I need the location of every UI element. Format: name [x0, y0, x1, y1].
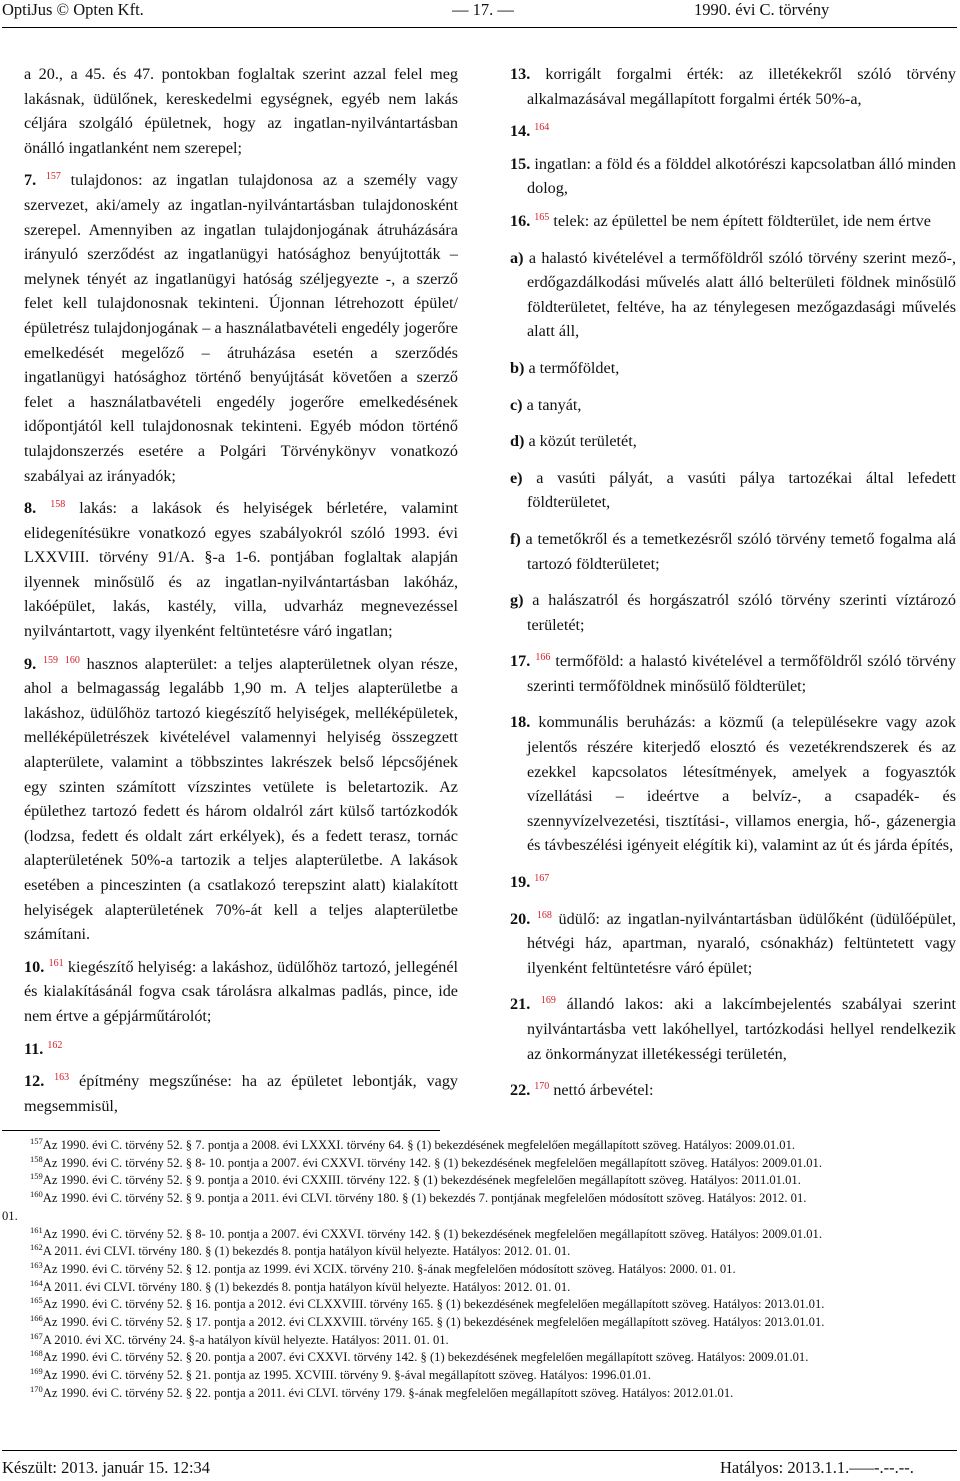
header-rule — [2, 27, 957, 28]
footnote-ref[interactable]: 170 — [534, 1081, 550, 1093]
footnote-ref[interactable]: 168 — [536, 909, 552, 921]
footnote-162: $^{162}$A 2011. évi CLVI. törvény 180. § (1) bekezdés 8. pontja hatályon kívül helyezte. Hatályos: 2012. 01. 01. — [30, 1242, 571, 1259]
footnote-ref[interactable]: 163 — [54, 1072, 70, 1084]
footnote-159: $^{159}$Az 1990. évi C. törvény 52. § 9. pontja a 2010. évi CXXIII. törvény 122. § (1) bekezdésének megfelelően megállapított szöveg. Hatályos: 2011.01.01. — [30, 1171, 801, 1188]
footnote-167: $^{167}$A 2010. évi XC. törvény 24. §-a hatályon kívül helyezte. Hatályos: 2011. 01. 01. — [30, 1330, 449, 1347]
footer-effective: Hatályos: 2013.1.1.–––-.--.--. — [720, 1458, 914, 1477]
footnote-ref[interactable]: 162 — [47, 1039, 63, 1051]
right-column — [510, 62, 956, 1103]
footnote-ref[interactable]: 157 — [45, 171, 61, 183]
header-law-title: 1990. évi C. törvény — [694, 0, 830, 19]
footnote-161: $^{161}$Az 1990. évi C. törvény 52. § 8- 10. pontja a 2007. évi CXXVI. törvény 142. § (1) bekezdésének megfelelően megállapított szöveg. Hatályos: 2009.01.01. — [30, 1224, 822, 1241]
definition-item-17: 17. $^{166}$ termőföld: a halastó kivételével a termőföldről szóló törvény szerinti termőföldnek minősülő földterület; — [510, 652, 957, 695]
footnote-160: $^{160}$Az 1990. évi C. törvény 52. § 9. pontja a 2011. évi CLVI. törvény 180. § (1) bekezdés 7. pontjának megfelelően módosított szöveg. Hatályos: 2012. 01. — [30, 1189, 807, 1206]
subitem-a: a) a halastó kivételével a termőföldről szóló törvény szerint mező-, erdőgazdálkodási művelés alatt álló belterületi földnek minősülő földterületet, feltéve, ha az ténylegesen mezőgazdasági művelés alatt áll, — [510, 248, 956, 341]
footnote-157: $^{157}$Az 1990. évi C. törvény 52. § 7. pontja a 2008. évi LXXXI. törvény 64. § (1) bekezdésének megfelelően megállapított szöveg. Hatályos: 2009.01.01. — [30, 1136, 796, 1152]
footnote-ref[interactable]: 164 — [534, 122, 550, 134]
page-header — [0, 0, 960, 28]
footnote-158: $^{158}$Az 1990. évi C. törvény 52. § 8- 10. pontja a 2007. évi CXXVI. törvény 142. § (1) bekezdésének megfelelően megállapított szöveg. Hatályos: 2009.01.01. — [30, 1153, 822, 1170]
footnote-rule — [2, 1130, 440, 1131]
footnote-169: $^{169}$Az 1990. évi C. törvény 52. § 21. pontja az 1995. XCVIII. törvény 9. §-ával megállapított szöveg. Hatályos: 1996.01.01. — [30, 1366, 651, 1383]
footnote-ref[interactable]: 167 — [534, 873, 550, 885]
definition-item-13: 13. korrigált forgalmi érték: az illetékekről szóló törvény alkalmazásával megállapított forgalmi érték 50%-a, — [510, 65, 956, 108]
definition-item-9: 9. $^{159}$ $^{160}$ hasznos alapterület: a teljes alapterületnek olyan része, ahol a belmagasság legalább 1,90 m. A teljes alapterületbe a lakáshoz, üdülőhöz tartozó kiegészítő helyiségek, melléképületek, melléképületrészek kivételével valamennyi helyiség összegzett alapterülete, valamint a többszintes lakrészek belső lépcsőjének egy szinten számított vízszintes vetülete is beletartozik. Az épülethez tartozó fedett és három oldalról zárt külső tartózkodók (lodzsa, fedett és oldalt zárt erkélyek), és a fedett terasz, tornác alapterületének 50%-a tartozik a teljes alapterületbe. A lakások esetében a pinceszinten (a csatlakozó terepszint alatt) kialakított helyiségek alapterületének 70%-át kell a teljes alapterületbe számítani. — [24, 654, 459, 944]
subitem-g: g) a halászatról és horgászatról szóló törvény szerinti víztározó területét; — [510, 591, 956, 634]
footnote-160-continuation: 01. — [2, 1208, 18, 1223]
header-page-number: — 17. — — [452, 0, 514, 19]
footnote-170: $^{170}$Az 1990. évi C. törvény 52. § 22. pontja a 2011. évi CLVI. törvény 179. §-ának megfelelően megállapított szöveg. Hatályos: 2012.01.01. — [30, 1383, 734, 1400]
header-publisher: OptiJus © Opten Kft. — [2, 0, 144, 19]
definition-item-15: 15. ingatlan: a föld és a földdel alkotórészi kapcsolatban álló minden dolog, — [510, 154, 956, 198]
definition-item-20: 20. $^{168}$ üdülő: az ingatlan-nyilvántartásban üdülőként (üdülőépület, hétvégi ház, apartman, nyaraló, csónakház) feltüntetett vagy ilyenként feltüntetésre váró épület; — [510, 909, 957, 977]
footnote-163: $^{163}$Az 1990. évi C. törvény 52. § 12. pontja az 1999. évi XCIX. törvény 210. §-ának megfelelően módosított szöveg. Hatályos: 2000. 01. 01. — [30, 1259, 736, 1276]
footnote-165: $^{165}$Az 1990. évi C. törvény 52. § 16. pontja a 2012. évi CLXXVIII. törvény 165. § (1) bekezdésének megfelelően megállapított szöveg. Hatályos: 2013.01.01. — [30, 1295, 825, 1312]
definition-item-11: 11. $^{162}$ — [24, 1039, 63, 1058]
subitem-b: b) a termőföldet, — [510, 358, 620, 377]
footnotes — [2, 1137, 958, 1403]
footnote-166: $^{166}$Az 1990. évi C. törvény 52. § 17. pontja a 2012. évi CLXXVIII. törvény 165. § (1) bekezdésének megfelelően megállapított szöveg. Hatályos: 2013.01.01. — [30, 1313, 825, 1330]
definition-item-7: 7. $^{157}$ tulajdonos: az ingatlan tulajdonosa az a személy vagy szervezet, aki/amely az ingatlan-nyilvántartásban tulajdonosként szerepel. Amennyiben az ingatlan tulajdonjogának átruházására irányuló szerződést az ingatlanügyi hatósághoz benyújtották – melynek tényét az ingatlanügyi hatóság széljegyezte -, a szerző felet kell tulajdonosnak tekinteni. Újonnan létrehozott épület/épületrész tulajdonjogának – a használatbavételi engedély jogerőre emelkedését megelőző – átruházása esetén a szerződés ingatlanügyi hatósághoz történő benyújtását követően a szerző felet a használatbavételi engedély jogerőre emelkedésének időpontjától kell tulajdonosnak tekinteni. Egyéb módon történő tulajdonszerzés esetére a Polgári Törvénykönyv vonatkozó szabályai az irányadók; — [24, 171, 458, 485]
footnote-ref[interactable]: 165 — [534, 211, 550, 223]
footnote-ref[interactable]: 166 — [535, 652, 551, 664]
footnote-ref[interactable]: 169 — [540, 995, 556, 1007]
footnote-ref[interactable]: 161 — [48, 957, 64, 969]
footer-rule — [2, 1450, 957, 1451]
definition-item-19: 19. $^{167}$ — [510, 873, 550, 892]
footnote-ref[interactable]: 158 — [50, 499, 66, 511]
definition-item-12: 12. $^{163}$ építmény megszűnése: ha az épületet lebontják, vagy megsemmisül, — [24, 1072, 459, 1115]
left-column — [24, 62, 458, 1118]
footnote-168: $^{168}$Az 1990. évi C. törvény 52. § 20. pontja a 2007. évi CXXVI. törvény 142. § (1) bekezdésének megfelelően megállapított szöveg. Hatályos: 2009.01.01. — [30, 1348, 809, 1365]
definition-item-14: 14. $^{164}$ — [510, 122, 550, 141]
subitem-d: d) a közút területét, — [510, 432, 637, 451]
page-footer — [0, 1456, 960, 1481]
definition-item-8: 8. $^{158}$ lakás: a lakások és helyiségek bérletére, valamint elidegenítésükre vonatkozó egyes szabályokról szóló 1993. évi LXXVIII. törvény 91/A. §-a 1-6. pontjában foglaltak alapján ilyennek minősülő és az ingatlan-nyilvántartásban lakóház, lakóépület, lakás, kastély, villa, udvarház megnevezéssel nyilvántartott, vagy ilyenként feltüntetésre váró ingatlan; — [24, 499, 458, 641]
footer-created: Készült: 2013. január 15. 12:34 — [2, 1458, 211, 1477]
continuation-paragraph: a 20., a 45. és 47. pontokban foglaltak szerint azzal felel meg lakásnak, üdülőnek, kereskedelmi egységnek, egyéb nem lakás céljára szolgáló épületnek, hogy az ingatlan-nyilvántartásban önálló ingatlanként nem szerepel; — [24, 65, 458, 157]
definition-item-16: 16. $^{165}$ telek: az épülettel be nem épített földterület, ide nem értve — [510, 211, 931, 230]
subitem-e: e) a vasúti pályát, a vasúti pálya tartozékai által lefedett földterületet, — [510, 468, 956, 512]
subitem-c: c) a tanyát, — [510, 395, 582, 414]
definition-item-21: 21. $^{169}$ állandó lakos: aki a lakcímbejelentés szabályai szerint nyilvántartásba vett lakóhellyel, tartózkodási hellyel rendelkezik az önkormányzat illetékességi területén, — [510, 995, 956, 1063]
definition-item-22: 22. $^{170}$ nettó árbevétel: — [510, 1081, 654, 1100]
definition-item-10: 10. $^{161}$ kiegészítő helyiség: a lakáshoz, üdülőhöz tartozó, jellegénél és kialakításánál fogva csak tárolásra alkalmas padlás, pince, ide nem értve a gépjárműtárolót; — [24, 957, 459, 1025]
footnote-ref[interactable]: 159 — [42, 654, 58, 666]
definition-item-18: 18. kommunális beruházás: a közmű (a településekre vagy azok jelentős részére kiterjedő elosztó és vezetékrendszerek és az ezekkel kapcsolatos létesítmények, amelyek a fogyasztók vízellátási – ideértve a belvíz-, a csapadék- és szennyvízelvezetési, tisztítási-, villamos energia, hő-, gázenergia és távbeszélési igényeit elégítik ki), valamint az út és járda építés, — [510, 713, 956, 855]
footnote-ref[interactable]: 160 — [64, 654, 80, 666]
subitem-f: f) a temetőkről és a temetkezésről szóló törvény temető fogalma alá tartozó földterületet; — [510, 529, 956, 573]
footnote-164: $^{164}$A 2011. évi CLVI. törvény 180. § (1) bekezdés 8. pontja hatályon kívül helyezte. Hatályos: 2012. 01. 01. — [30, 1277, 571, 1294]
